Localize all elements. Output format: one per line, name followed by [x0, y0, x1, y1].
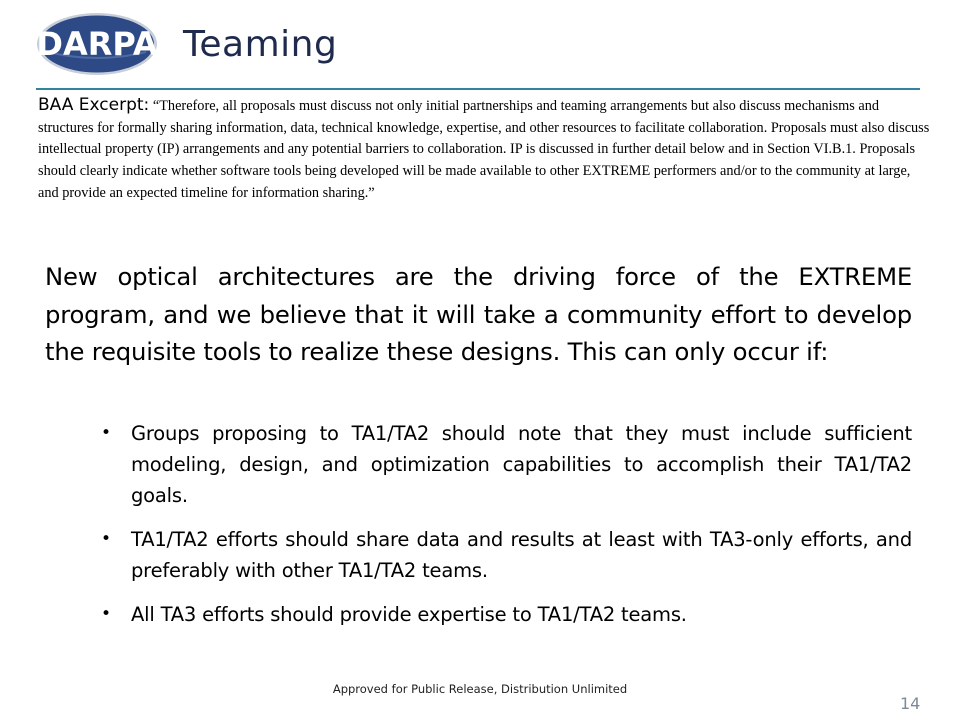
- darpa-logo: [36, 12, 158, 76]
- bullet-item: [0, 418, 960, 511]
- baa-excerpt-label: BAA Excerpt:: [38, 95, 150, 115]
- darpa-logo-text: DARPA: [36, 25, 158, 63]
- slide-title: Teaming: [183, 24, 338, 65]
- bullet-dot-icon: •: [101, 529, 111, 549]
- bullet-item: [0, 524, 960, 586]
- distribution-footer: Approved for Public Release, Distribution Unlimited: [332, 682, 628, 696]
- darpa-logo-icon: [36, 12, 158, 76]
- baa-excerpt: [38, 95, 933, 205]
- baa-excerpt-quote: “Therefore, all proposals must discuss not only initial partnerships and teaming arrangements but also discuss mechanisms and structures for formally sharing information, data, technical knowledge, expertise, and other resources to facilitate collaboration. Proposals must also discuss intellectual property (IP) arrangements and any potential barriers to collaboration. IP is discussed in further detail below and in Section VI.B.1. Proposals should clearly indicate whether software tools being developed will be made available to other EXTREME performers and/or to the community at large, and provide an expected timeline for information sharing.”: [38, 98, 930, 201]
- bullet-dot-icon: •: [101, 604, 111, 624]
- bullet-item: [0, 599, 960, 630]
- bullet-text: TA1/TA2 efforts should share data and results at least with TA3-only efforts, and preferably with other TA1/TA2 teams.: [131, 528, 912, 582]
- bullet-dot-icon: •: [101, 423, 111, 443]
- title-divider: [36, 88, 920, 90]
- intro-paragraph: New optical architectures are the driving force of the EXTREME program, and we believe that it will take a community effort to develop the requisite tools to realize these designs. This can only occur if:: [45, 262, 912, 366]
- bullet-text: Groups proposing to TA1/TA2 should note that they must include sufficient modeling, design, and optimization capabilities to accomplish their TA1/TA2 goals.: [131, 422, 912, 507]
- bullet-list: [0, 418, 960, 643]
- page-number: 14: [900, 694, 921, 713]
- bullet-text: All TA3 efforts should provide expertise to TA1/TA2 teams.: [131, 603, 687, 626]
